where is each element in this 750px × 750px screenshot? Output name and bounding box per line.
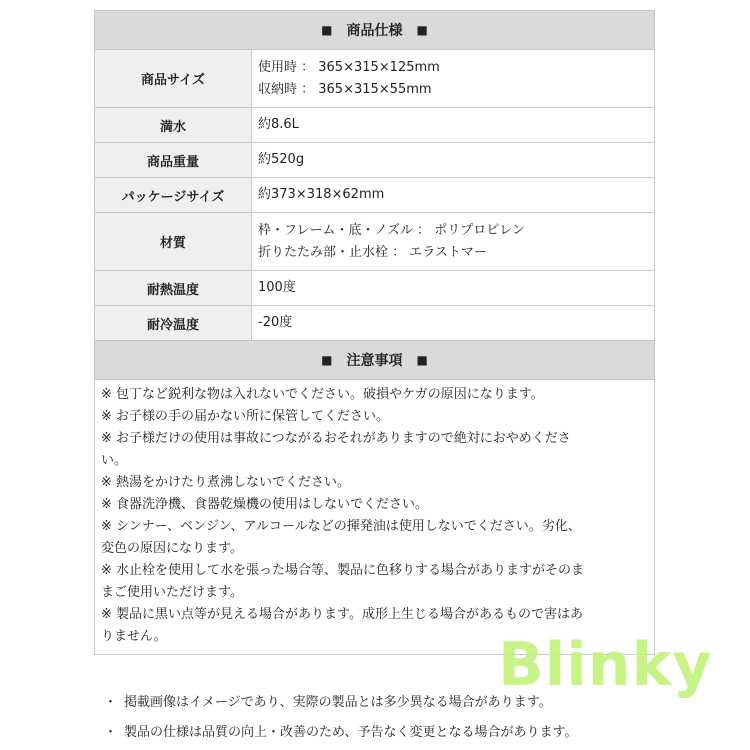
square-icon: ■ xyxy=(321,353,333,367)
notice-line: い。 xyxy=(101,453,128,468)
spec-value-line: 枠・フレーム・底・ノズル ： ポリプロピレン xyxy=(258,222,525,238)
spec-value-line: 約8.6L xyxy=(258,117,299,132)
spec-value-line: 収納時 ： 365×315×55mm xyxy=(258,81,432,97)
spec-value-line: 100度 xyxy=(258,280,296,295)
spec-value xyxy=(252,271,654,305)
spec-row-heat-resistance xyxy=(95,271,654,306)
spec-value-line: 約373×318×62mm xyxy=(258,187,385,202)
spec-value xyxy=(252,108,654,142)
square-icon: ■ xyxy=(416,353,428,367)
notice-line: ※ 食器洗浄機、食器乾燥機の使用はしないでください。 xyxy=(101,497,429,512)
spec-value xyxy=(252,178,654,212)
spec-section-header xyxy=(95,11,654,50)
footnote-item xyxy=(104,718,704,748)
spec-label: 耐冷温度 xyxy=(95,306,252,340)
footnote-text: 掲載画像はイメージであり、実際の製品とは多少異なる場合があります。 xyxy=(124,695,552,710)
spec-sheet xyxy=(94,10,655,655)
notice-line: ※ 熱湯をかけたり煮沸しないでください。 xyxy=(101,475,351,490)
square-icon: ■ xyxy=(321,23,333,37)
notice-line: ※ お子様の手の届かない所に保管してください。 xyxy=(101,409,390,424)
spec-value-line: 約520g xyxy=(258,152,305,167)
spec-row-cold-resistance xyxy=(95,306,654,341)
square-icon: ■ xyxy=(416,23,428,37)
bullet-icon: ・ xyxy=(104,695,118,710)
bullet-icon: ・ xyxy=(104,725,118,740)
spec-value xyxy=(252,213,654,270)
footnote-text: 製品の仕様は品質の向上・改善のため、予告なく変更となる場合があります。 xyxy=(124,725,578,740)
spec-value xyxy=(252,143,654,177)
spec-value-line: 折りたたみ部・止水栓 ： エラストマー xyxy=(258,244,487,260)
footnote-list xyxy=(104,688,704,748)
spec-label: 材質 xyxy=(95,213,252,270)
spec-row-package-size xyxy=(95,178,654,213)
spec-row-material xyxy=(95,213,654,271)
spec-value xyxy=(252,306,654,340)
notice-line: まご使用いただけます。 xyxy=(101,585,243,600)
spec-label: 耐熱温度 xyxy=(95,271,252,305)
notice-line: ※ 水止栓を使用して水を張った場合等、製品に色移りする場合がありますがそのま xyxy=(101,563,585,578)
spec-label: 満水 xyxy=(95,108,252,142)
notice-list xyxy=(95,380,654,654)
spec-title: 商品仕様 xyxy=(346,23,403,39)
notice-line: ※ シンナー、ベンジン、アルコールなどの揮発油は使用しないでください。劣化、 xyxy=(101,519,581,534)
spec-value xyxy=(252,50,654,107)
notice-line: りません。 xyxy=(101,629,167,644)
spec-value-line: -20度 xyxy=(258,315,293,330)
spec-label: 商品重量 xyxy=(95,143,252,177)
notice-title: 注意事項 xyxy=(346,353,403,369)
footnote-item xyxy=(104,688,704,718)
notice-section-header xyxy=(95,341,654,380)
spec-row-weight xyxy=(95,143,654,178)
notice-line: ※ 製品に黒い点等が見える場合があります。成形上生じる場合があるもので害はあ xyxy=(101,607,583,622)
brand-watermark: Blinky xyxy=(498,630,713,700)
notice-line: 変色の原因になります。 xyxy=(101,541,243,556)
notice-line: ※ お子様だけの使用は事故につながるおそれがありますので絶対におやめくださ xyxy=(101,431,571,446)
notice-line: ※ 包丁など鋭利な物は入れないでください。破損やケガの原因になります。 xyxy=(101,387,544,402)
spec-row-capacity xyxy=(95,108,654,143)
spec-label: 商品サイズ xyxy=(95,50,252,107)
spec-row-size xyxy=(95,50,654,108)
spec-value-line: 使用時 ： 365×315×125mm xyxy=(258,59,440,75)
spec-label: パッケージサイズ xyxy=(95,178,252,212)
